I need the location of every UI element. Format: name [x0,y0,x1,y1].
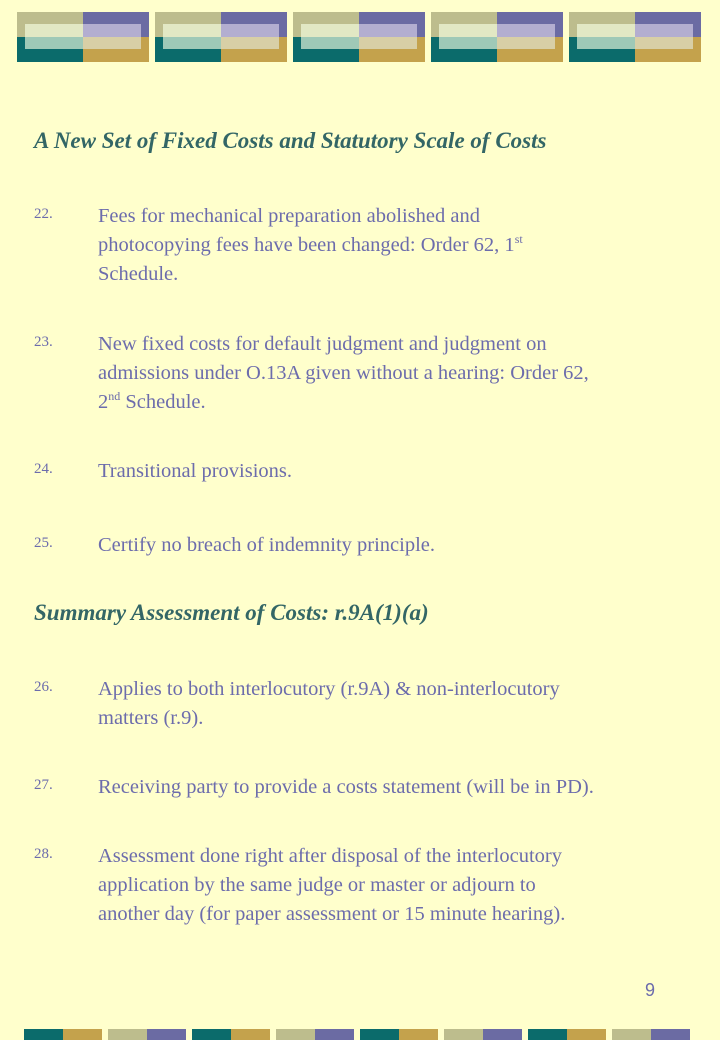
item-line: Assessment done right after disposal of the interlocutory [98,845,562,867]
item-line: another day (for paper assessment or 15 minute hearing). [98,903,566,925]
item-number: 27. [34,777,53,793]
item-line: Applies to both interlocutory (r.9A) & non-interlocutory [98,678,560,700]
item-text [98,773,688,802]
item-line: 2nd Schedule. [98,389,206,413]
item-text [98,202,688,289]
section-heading-fixed-costs: A New Set of Fixed Costs and Statutory Scale of Costs [34,128,547,153]
item-line: admissions under O.13A given without a hearing: Order 62, [98,362,589,384]
item-line: Fees for mechanical preparation abolished and [98,205,480,227]
item-number: 25. [34,535,53,551]
item-number: 26. [34,679,53,695]
page-number: 9 [645,980,656,1000]
item-number: 22. [34,206,53,222]
top-decorative-banner [0,0,720,70]
item-text [98,842,688,929]
banner-tile [293,12,425,62]
item-text [98,457,688,486]
item-line: Schedule. [98,263,179,285]
item-line: matters (r.9). [98,707,204,729]
item-number: 24. [34,461,53,477]
item-line: New fixed costs for default judgment and judgment on [98,333,547,355]
item-number: 23. [34,334,53,350]
item-line: Receiving party to provide a costs statement (will be in PD). [98,776,594,798]
item-text [98,531,688,560]
item-text [98,330,688,417]
section-heading-summary-assessment: Summary Assessment of Costs: r.9A(1)(a) [34,600,429,625]
item-line: Certify no breach of indemnity principle. [98,534,436,556]
item-line: photocopying fees have been changed: Order 62, 1st [98,232,523,256]
item-number: 28. [34,846,53,862]
banner-tile [431,12,563,62]
item-line: application by the same judge or master or adjourn to [98,874,536,896]
item-text [98,675,688,733]
banner-tile [155,12,287,62]
banner-tile [17,12,149,62]
banner-tile [569,12,701,62]
bottom-decorative-strip [0,1029,720,1040]
item-line: Transitional provisions. [98,460,293,482]
